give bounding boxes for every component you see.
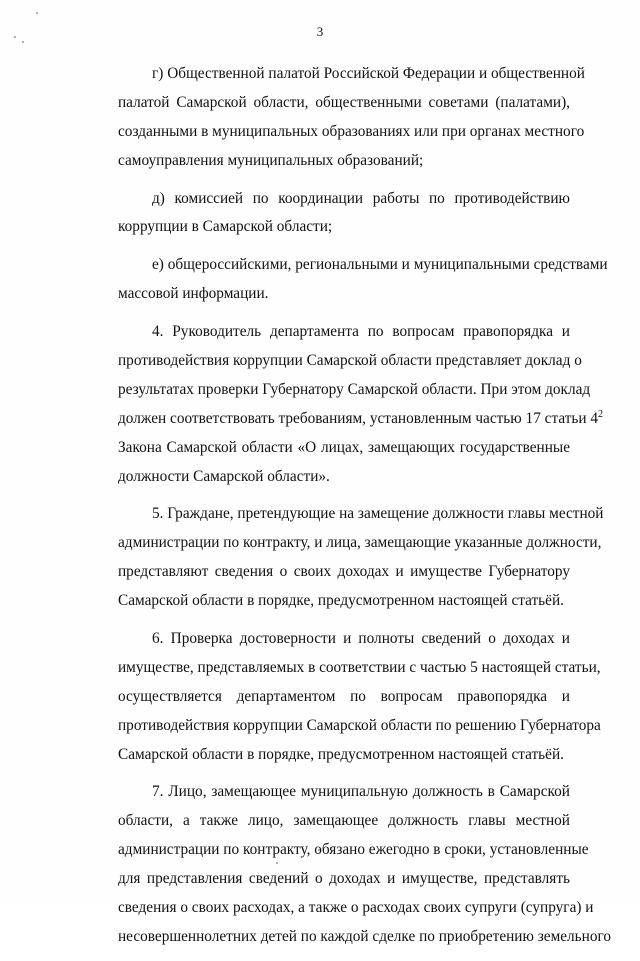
paragraph-g [84,60,585,176]
text-line: результатах проверки Губернатору Самарской области. При этом доклад [118,380,591,398]
text-line: Самарской области в порядке, предусмотренном настоящей статьёй. [118,745,564,763]
text-line-with-superscript [84,405,604,434]
paragraph-5 [84,500,604,616]
scan-speck [36,12,38,14]
text-line: осуществляется департаментом по вопросам правопорядка и [118,687,570,705]
text-line: е) общероссийскими, региональными и муниципальными средствами [152,256,608,274]
text-line: массовой информации. [118,285,269,303]
scan-speck [14,36,16,38]
scan-speck [22,41,24,43]
document-body [84,60,612,961]
text-line: имуществе, представляемых в соответствии с частью 5 настоящей статьи, [118,658,601,676]
text-line: области, а также лицо, замещающее должность главы местной [118,812,570,830]
text-line: противодействия коррупции Самарской области по решению Губернатора [118,716,601,734]
text-line: администрации по контракту, и лица, замещающие указанные должности, [118,534,602,552]
superscript: 2 [598,408,604,420]
text-line: г) Общественной палатой Российской Федерации и общественной [152,65,585,82]
paragraph-d [84,185,570,243]
text-line: администрации по контракту, обязано ежегодно в сроки, установленные [118,841,589,859]
text-line: для представления сведений о доходах и имуществе, представлять [118,870,570,888]
text-line: 7. Лицо, замещающее муниципальную должность в Самарской [152,783,570,801]
paragraph-6 [84,625,601,769]
page-number: 3 [316,24,324,39]
text-line: сведения о своих расходах, а также о расходах своих супруги (супруга) и [118,899,594,917]
paragraph-7 [84,778,612,951]
text-line: созданными в муниципальных образованиях или при органах местного [118,122,585,140]
text-line: палатой Самарской области, общественными советами (палатами), [118,93,570,111]
text-line: Закона Самарской области «О лицах, замещающих государственные [118,438,570,456]
text-line: самоуправления муниципальных образований; [118,151,424,169]
paragraph-e [84,251,608,309]
text-line: 6. Проверка достоверности и полноты сведений о доходах и [152,630,570,648]
text-line: 5. Граждане, претендующие на замещение должности главы местной [152,505,604,523]
text-line: противодействия коррупции Самарской области представляет доклад о [118,352,582,370]
text-line: коррупции в Самарской области; [118,218,333,236]
text-line: Самарской области в порядке, предусмотренном настоящей статьёй. [118,592,564,610]
paragraph-4 [84,318,604,491]
text-line-body: должен соответствовать требованиям, установленным частью 17 статьи 4 [118,409,599,427]
text-line: несовершеннолетних детей по каждой сделке по приобретению земельного [118,927,612,945]
text-line: д) комиссией по координации работы по противодействию [152,189,570,207]
text-line: должности Самарской области». [118,467,330,485]
text-line: 4. Руководитель департамента по вопросам правопорядка и [152,323,570,341]
text-line: представляют сведения о своих доходах и имуществе Губернатору [118,563,570,581]
